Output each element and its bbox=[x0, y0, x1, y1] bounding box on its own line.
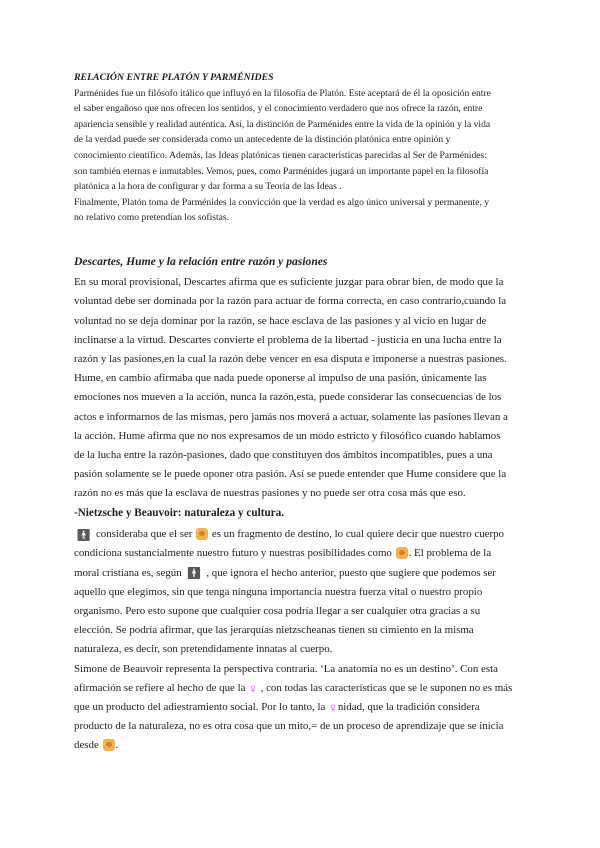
text-line: que un producto del adiestramiento social. Por lo tanto, la ♀nidad, que la tradición considera bbox=[74, 700, 480, 716]
text-line: Simone de Beauvoir representa la perspectiva contraria. ‘La anatomía no es un destino’. Con esta bbox=[74, 662, 498, 675]
female-sign-icon: ♀ bbox=[248, 680, 258, 696]
text-line: razón y las pasiones,en la cual la razón debe vencer en esa disputa e imponerse a nuestras pasiones. bbox=[74, 353, 507, 366]
text-line: En su moral provisional, Descartes afirma que es suficiente juzgar para obrar bien, de modo que la bbox=[74, 276, 504, 289]
section-platon-parmenides bbox=[74, 70, 534, 226]
section-body bbox=[74, 525, 534, 755]
text-line: 🚹︎ consideraba que el ser es un fragmento de destino, lo cual quiere decir que nuestro cuerpo bbox=[76, 527, 504, 542]
section-body bbox=[74, 86, 534, 226]
text-line: razón no es más que la esclava de nuestras pasiones y no puede ser otra cosa más que eso. bbox=[74, 487, 466, 500]
section-nietzsche-beauvoir bbox=[74, 504, 534, 756]
section-body bbox=[74, 273, 534, 503]
section-title: Descartes, Hume y la relación entre razón y pasiones bbox=[74, 255, 328, 268]
text-line: son también eternas e inmutables. Vemos, pues, como Parménides jugará un importante papel en la filosofía bbox=[74, 165, 489, 177]
text-line: no relativo como pretendían los sofistas. bbox=[74, 212, 230, 224]
section-descartes-hume bbox=[74, 252, 534, 504]
text-line: Hume, en cambio afirmaba que nada puede oponerse al impulso de una pasión, únicamente las bbox=[74, 372, 487, 385]
person-face-icon bbox=[396, 547, 408, 559]
text-line: condiciona sustancialmente nuestro futuro y nuestras posibilidades como . El problema de la bbox=[74, 547, 492, 560]
text-line: pasión solamente se le puede oponer otra pasión. Así se puede entender que Hume considere que la bbox=[74, 468, 507, 481]
text-line: desde . bbox=[74, 739, 119, 752]
text-line: Finalmente, Platón toma de Parménides la convicción que la verdad es algo único universal y permanente, y bbox=[74, 196, 490, 208]
section-title: RELACIÓN ENTRE PLATÓN Y PARMÉNIDES bbox=[74, 72, 274, 83]
text-line: Parménides fue un filósofo itálico que influyó en la filosofía de Platón. Este aceptará de él la oposición entre bbox=[74, 87, 491, 99]
section-title: -Nietzsche y Beauvoir: naturaleza y cultura. bbox=[74, 507, 285, 519]
text-line: inclinarse a la virtud. Descartes convierte el problema de la libertad - justicia en una lucha entre la bbox=[74, 333, 502, 346]
text-line: organismo. Pero esto supone que cualquier cosa podría llegar a ser cualquier otra gracias a su bbox=[74, 605, 481, 618]
text-line: la acción. Hume afirma que no nos expresamos de un modo estricto y filosófico cuando hablamos bbox=[74, 429, 501, 442]
man-standing-icon: 🚹︎ bbox=[186, 566, 202, 581]
text-line: naturaleza, es decir, son pretendidamente innatas al cuerpo. bbox=[74, 643, 333, 656]
text-line: apariencia sensible y realidad auténtica. Así, la distinción de Parménides entre la vida de la opinión y la vida bbox=[74, 118, 491, 130]
text-line: platónica a la hora de configurar y dar forma a su Teoría de las Ideas . bbox=[74, 181, 342, 193]
text-line: moral cristiana es, según 🚹︎ , que ignora el hecho anterior, puesto que sugiere que podemos ser bbox=[74, 566, 496, 581]
text-line: elección. Se podría afirmar, que las jerarquías nietzscheanas tienen su cimiento en la misma bbox=[74, 624, 474, 637]
text-line: aquello que elegimos, sin que tenga ninguna importancia nuestra fuerza vital o nuestro propio bbox=[74, 585, 483, 598]
text-line: producto de la naturaleza, no es otra cosa que un mito,= de un proceso de aprendizaje que se inicia bbox=[74, 720, 504, 733]
text-line: el saber engañoso que nos ofrecen los sentidos, y el conocimiento verdadero que nos ofrece la razón, entre bbox=[74, 103, 483, 115]
text-line: de la verdad puede ser considerada como un antecedente de la distinción platónica entre opinión y bbox=[74, 134, 451, 146]
text-line: afirmación se refiere al hecho de que la ♀ , con todas las características que se le suponen no es más bbox=[74, 680, 513, 696]
man-standing-icon: 🚹︎ bbox=[76, 527, 92, 542]
baby-icon bbox=[103, 739, 115, 751]
female-sign-icon: ♀ bbox=[328, 700, 338, 716]
text-line: de la lucha entre la razón-pasiones, dado que constituyen dos ámbitos incompatibles, pues a una bbox=[74, 449, 493, 462]
text-line: voluntad debe ser dominada por la razón para actuar de forma correcta, en caso contrario,cuando la bbox=[74, 295, 507, 308]
text-line: voluntad no se deja dominar por la razón, se hace esclava de las pasiones y al vicio en lugar de bbox=[74, 314, 487, 327]
person-face-icon bbox=[196, 528, 208, 540]
text-line: conocimiento científico. Además, las Ideas platónicas tienen características parecidas al Ser de Parménides: bbox=[74, 149, 487, 161]
text-line: emociones nos mueven a la acción, nunca la razón,esta, puede considerar las consecuencias de los bbox=[74, 391, 502, 404]
text-line: actos e informarnos de las mismas, pero jamás nos moverá a actuar, solamente las pasiones llevan a bbox=[74, 410, 508, 423]
